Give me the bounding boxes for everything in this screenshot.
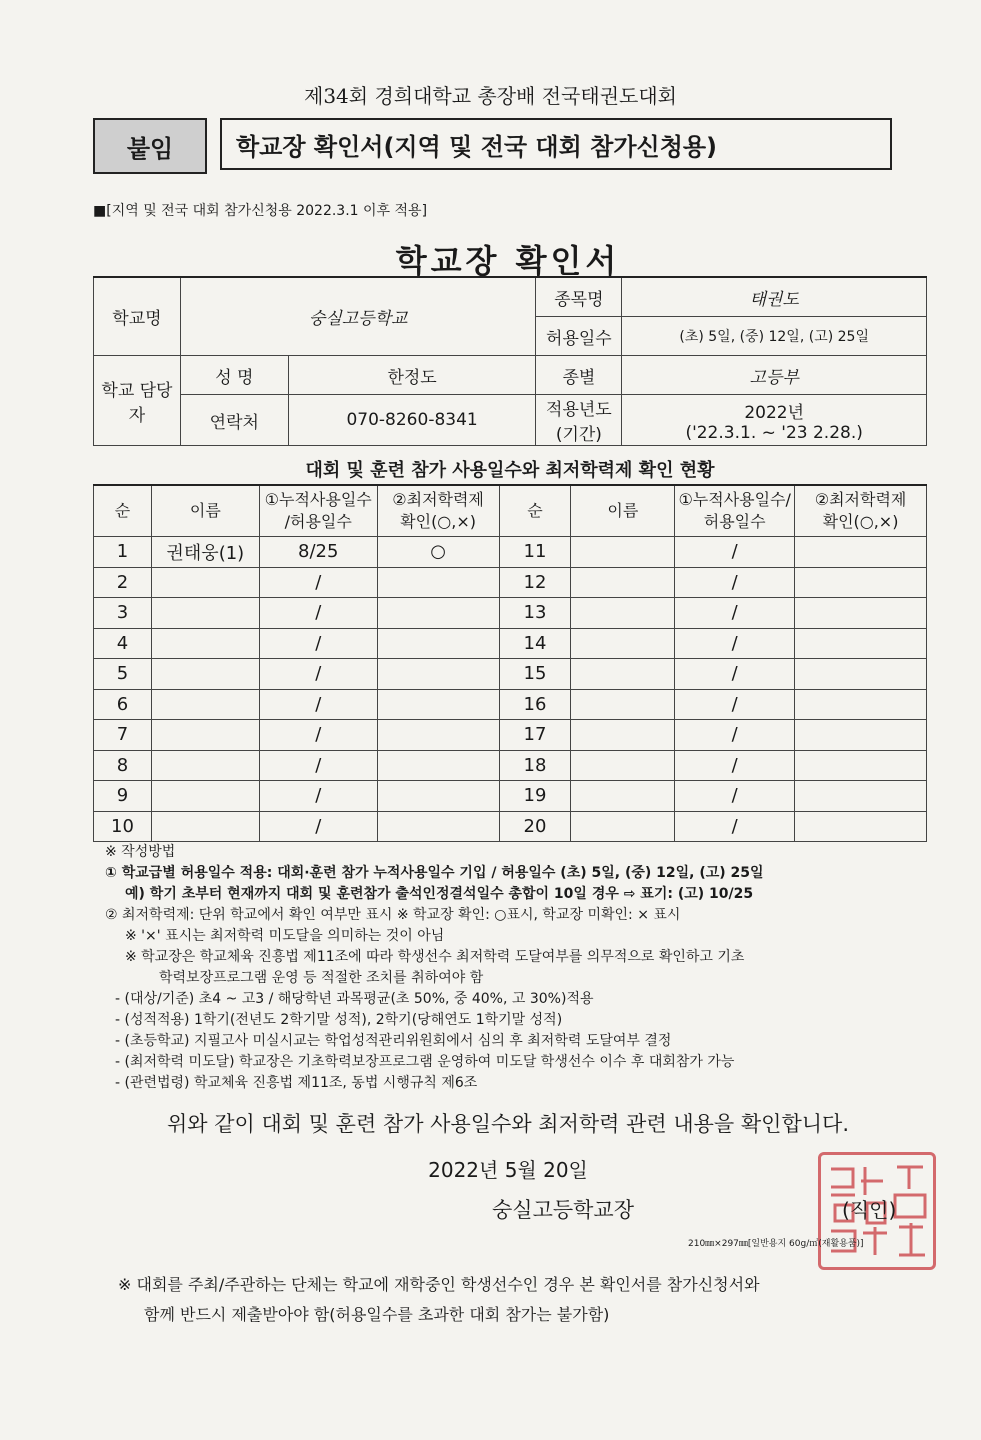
cell-name2: [571, 628, 675, 659]
cell-name: [151, 598, 259, 629]
cell-name: 권태웅(1): [151, 537, 259, 568]
cell-days2: /: [675, 781, 795, 812]
cell-no2: 19: [499, 781, 571, 812]
cell-name: [151, 567, 259, 598]
cell-no: 7: [94, 720, 152, 751]
cell-name2: [571, 720, 675, 751]
cell-no2: 18: [499, 750, 571, 781]
cell-days: /: [259, 659, 377, 690]
writing-guide: [105, 842, 935, 1094]
cell-check2: [795, 811, 927, 842]
cell-check: ○: [377, 537, 499, 568]
cell-name2: [571, 567, 675, 598]
cell-check2: [795, 628, 927, 659]
table-row: [94, 720, 927, 751]
cell-name: [151, 781, 259, 812]
division-label: 종별: [536, 356, 622, 395]
header-check-2: [795, 485, 927, 537]
cell-check: [377, 750, 499, 781]
cell-no2: 16: [499, 689, 571, 720]
cell-check2: [795, 750, 927, 781]
note-d5: - (관련법령) 학교체육 진흥법 제11조, 동법 시행규칙 제6조: [115, 1075, 478, 1091]
header-check-line2: 확인(○,×): [400, 512, 477, 531]
year-label: [536, 395, 622, 446]
cell-days: /: [259, 811, 377, 842]
table-row: [94, 567, 927, 598]
cell-name: [151, 689, 259, 720]
note-d4: - (최저학력 미도달) 학교장은 기초학력보장프로그램 운영하여 미도달 학생선수 이수 후 대회참가 가능: [115, 1054, 735, 1070]
staff-label: 학교 담당자: [94, 356, 181, 446]
cell-check: [377, 811, 499, 842]
header-days-line2: /허용일수: [284, 512, 352, 531]
doc-title: 학교장 확인서: [395, 242, 621, 280]
cell-name: [151, 750, 259, 781]
status-table: [93, 484, 927, 842]
cell-days2: /: [675, 628, 795, 659]
cell-no: 3: [94, 598, 152, 629]
attachment-tag: 붙임: [93, 118, 207, 174]
note-1b: 예) 학기 초부터 현재까지 대회 및 훈련참가 출석인정결석일수 총합이 10일 경우 ⇨ 표기: (고) 10/25: [125, 886, 754, 902]
footer-line-2: 함께 반드시 제출받아야 함(허용일수를 초과한 대회 참가는 불가함): [144, 1305, 610, 1324]
header-name: 이름: [151, 485, 259, 537]
principal-name: 숭실고등학교장: [492, 1198, 635, 1222]
cell-check2: [795, 567, 927, 598]
cell-name2: [571, 659, 675, 690]
sport-value: 태권도: [622, 277, 927, 317]
cell-name2: [571, 537, 675, 568]
cell-days2: /: [675, 659, 795, 690]
cell-no: 5: [94, 659, 152, 690]
note-2: ② 최저학력제: 단위 학교에서 확인 여부만 표시 ※ 학교장 확인: ○표시, 학교장 미확인: × 표시: [105, 907, 681, 923]
year-label-main: 적용년도: [546, 400, 612, 420]
contact-label: 연락처: [180, 395, 288, 446]
table-row: [94, 628, 927, 659]
header-check: [377, 485, 499, 537]
cell-no: 10: [94, 811, 152, 842]
note-d1: - (대상/기준) 초4 ~ 고3 / 해당학년 과목평균(초 50%, 중 40%, 고 30%)적용: [115, 991, 594, 1007]
cell-no: 8: [94, 750, 152, 781]
header-no-2: 순: [499, 485, 571, 537]
note-d2: - (성적적용) 1학기(전년도 2학기말 성적), 2학기(당해연도 1학기말 성적): [115, 1012, 563, 1028]
cell-days2: /: [675, 567, 795, 598]
cell-days2: /: [675, 750, 795, 781]
table-row: [94, 750, 927, 781]
cell-check2: [795, 659, 927, 690]
header-days2-line2: 허용일수: [703, 512, 766, 531]
header-check-line1: ②최저학력제: [392, 490, 484, 509]
school-value: 숭실고등학교: [180, 277, 536, 356]
cell-check: [377, 628, 499, 659]
cell-name: [151, 720, 259, 751]
cell-no2: 13: [499, 598, 571, 629]
year-period: ('22.3.1. ~ '23 2.28.): [685, 422, 863, 443]
header-days-line1: ①누적사용일수: [264, 490, 372, 509]
cell-check: [377, 689, 499, 720]
cell-no: 2: [94, 567, 152, 598]
cell-days: 8/25: [259, 537, 377, 568]
cell-days: /: [259, 750, 377, 781]
cell-check2: [795, 781, 927, 812]
cell-check2: [795, 720, 927, 751]
cell-no2: 20: [499, 811, 571, 842]
header-check2-line1: ②최저학력제: [814, 490, 907, 509]
cell-name2: [571, 750, 675, 781]
cell-name: [151, 628, 259, 659]
cell-name2: [571, 598, 675, 629]
cell-name2: [571, 781, 675, 812]
cell-days2: /: [675, 537, 795, 568]
cell-name2: [571, 811, 675, 842]
contact-value: 070-8260-8341: [288, 395, 536, 446]
year-label-sub: (기간): [555, 425, 602, 445]
cell-check2: [795, 598, 927, 629]
cell-no: 9: [94, 781, 152, 812]
note-3: ※ '×' 표시는 최저학력 미도달을 의미하는 것이 아님: [125, 928, 445, 944]
cell-days: /: [259, 628, 377, 659]
notes-title: ※ 작성방법: [105, 844, 176, 860]
allowed-value: (초) 5일, (중) 12일, (고) 25일: [622, 317, 927, 356]
note-4a: ※ 학교장은 학교체육 진흥법 제11조에 따라 학생선수 최저학력 도달여부를 의무적으로 확인하고 기초: [125, 949, 745, 965]
confirm-text: 위와 같이 대회 및 훈련 참가 사용일수와 최저학력 관련 내용을 확인합니다.: [166, 1112, 849, 1136]
division-value: 고등부: [622, 356, 927, 395]
cell-check2: [795, 689, 927, 720]
event-title: 제34회 경희대학교 총장배 전국태권도대회: [304, 84, 677, 108]
table-row: [94, 659, 927, 690]
cell-no2: 11: [499, 537, 571, 568]
cell-no2: 14: [499, 628, 571, 659]
header-name-2: 이름: [571, 485, 675, 537]
header-days: [259, 485, 377, 537]
school-label: 학교명: [94, 277, 181, 356]
cell-days: /: [259, 598, 377, 629]
header-check2-line2: 확인(○,×): [822, 512, 899, 531]
cell-days2: /: [675, 720, 795, 751]
cell-days: /: [259, 781, 377, 812]
cell-no: 4: [94, 628, 152, 659]
note-d3: - (초등학교) 지필고사 미실시교는 학업성적관리위원회에서 심의 후 최저학력 도달여부 결정: [115, 1033, 672, 1049]
header-days2-line1: ①누적사용일수/: [678, 490, 791, 509]
cell-check: [377, 720, 499, 751]
form-title: 학교장 확인서(지역 및 전국 대회 참가신청용): [220, 118, 892, 170]
apply-note: ■[지역 및 전국 대회 참가신청용 2022.3.1 이후 적용]: [93, 203, 428, 219]
cell-days2: /: [675, 598, 795, 629]
cell-no2: 17: [499, 720, 571, 751]
header-no: 순: [94, 485, 152, 537]
cell-check: [377, 781, 499, 812]
note-4b: 학력보장프로그램 운영 등 적절한 조치를 취하여야 함: [159, 970, 484, 986]
sport-label: 종목명: [536, 277, 622, 317]
info-table: [93, 276, 927, 446]
cell-check: [377, 598, 499, 629]
year-value: 2022년: [744, 402, 804, 423]
table-row: [94, 598, 927, 629]
table-row: [94, 781, 927, 812]
table-row: [94, 537, 927, 568]
cell-no2: 12: [499, 567, 571, 598]
year-cell: [622, 395, 927, 446]
header-days-2: [675, 485, 795, 537]
cell-no: 1: [94, 537, 152, 568]
cell-days: /: [259, 689, 377, 720]
name-value: 한정도: [288, 356, 536, 395]
footer-note: [118, 1270, 918, 1330]
cell-days2: /: [675, 811, 795, 842]
cell-no: 6: [94, 689, 152, 720]
seal-label: (직인): [842, 1198, 897, 1222]
name-label: 성 명: [180, 356, 288, 395]
cell-no2: 15: [499, 659, 571, 690]
cell-name2: [571, 689, 675, 720]
table-row: [94, 811, 927, 842]
cell-days: /: [259, 720, 377, 751]
note-1a: ① 학교급별 허용일수 적용: 대회·훈련 참가 누적사용일수 기입 / 허용일수 (초) 5일, (중) 12일, (고) 25일: [105, 865, 764, 881]
cell-name: [151, 659, 259, 690]
cell-days: /: [259, 567, 377, 598]
cell-check: [377, 659, 499, 690]
paper-spec: 210㎜×297㎜[일반용지 60g/㎡(재활용품)]: [688, 1239, 864, 1249]
footer-line-1: ※ 대회를 주최/주관하는 단체는 학교에 재학중인 학생선수인 경우 본 확인서를 참가신청서와: [118, 1275, 760, 1294]
cell-name: [151, 811, 259, 842]
table-row: [94, 689, 927, 720]
cell-check2: [795, 537, 927, 568]
cell-days2: /: [675, 689, 795, 720]
cell-check: [377, 567, 499, 598]
status-title: 대회 및 훈련 참가 사용일수와 최저학력제 확인 현황: [305, 460, 715, 481]
allowed-label: 허용일수: [536, 317, 622, 356]
issue-date: 2022년 5월 20일: [428, 1158, 588, 1182]
